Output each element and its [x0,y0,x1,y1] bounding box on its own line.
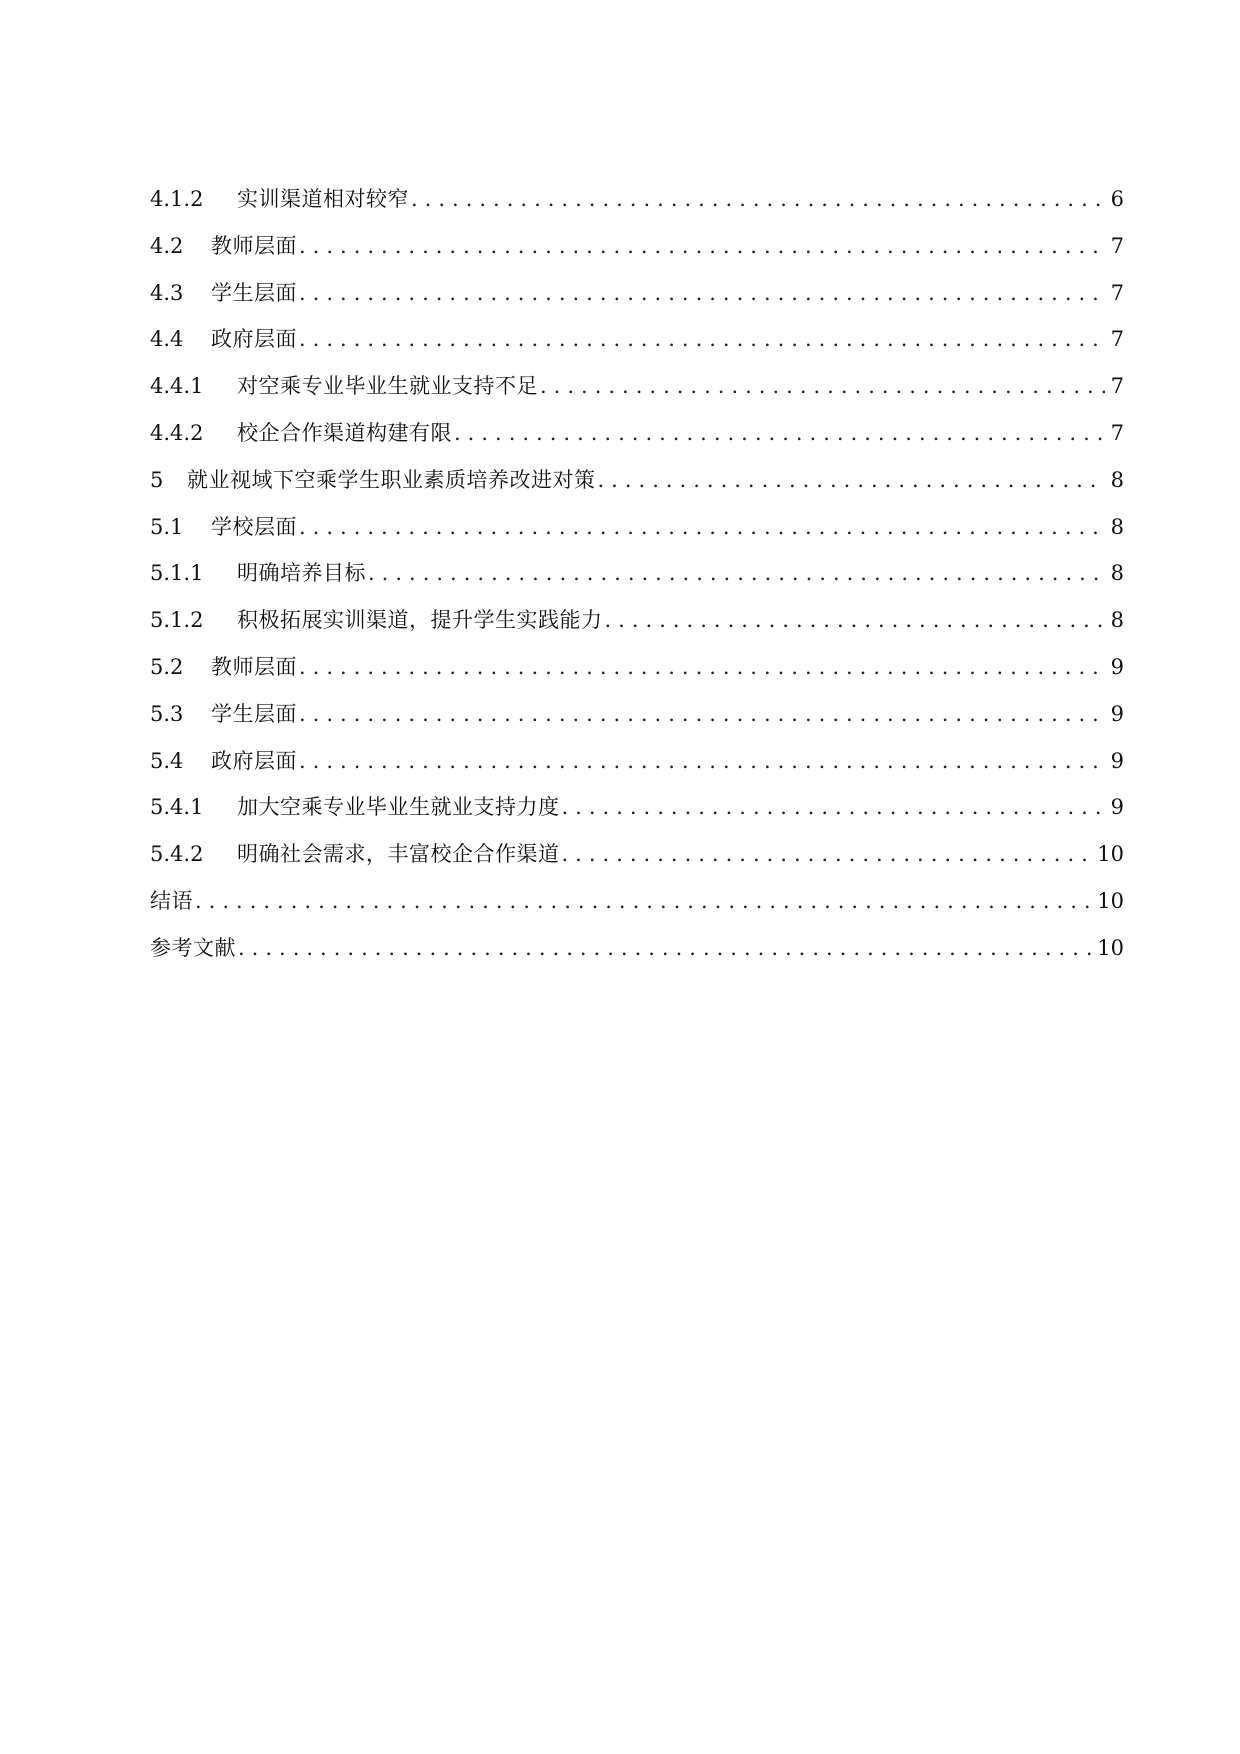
toc-entry-number: 5.4.1 [150,795,204,820]
toc-entry[interactable] [150,550,1124,597]
toc-entry-title: 政府层面 [211,748,297,773]
toc-entry-title: 明确培养目标 [237,561,366,586]
toc-entry-title: 学校层面 [211,514,297,539]
toc-entry-number: 4.3 [150,280,184,305]
toc-entry[interactable] [150,270,1124,317]
toc-entry-title: 对空乘专业毕业生就业支持不足 [237,374,538,399]
toc-entry-title: 教师层面 [211,233,297,258]
toc-entry-number: 5.3 [150,701,184,726]
toc-entry-title: 加大空乘专业毕业生就业支持力度 [237,795,560,820]
toc-leader-dots [562,831,1092,878]
toc-leader-dots [299,316,1105,363]
toc-entry[interactable] [150,363,1124,410]
toc-entry[interactable] [150,691,1124,738]
toc-entry-page: 10 [1097,935,1124,960]
toc-entry[interactable] [150,738,1124,785]
toc-entry-title: 积极拓展实训渠道，提升学生实践能力 [237,608,603,633]
toc-entry-title: 参考文献 [150,935,236,960]
table-of-contents [150,176,1124,972]
toc-entry-number: 5.1.1 [150,561,204,586]
toc-entry-number: 4.2 [150,233,184,258]
toc-leader-dots [411,176,1105,223]
toc-entry-page: 7 [1110,327,1124,352]
toc-entry-page: 9 [1110,795,1124,820]
toc-leader-dots [299,504,1105,551]
toc-entry-number: 5.4.2 [150,842,204,867]
toc-leader-dots [540,363,1105,410]
toc-entry-page: 8 [1110,467,1124,492]
toc-entry-page: 8 [1110,608,1124,633]
toc-entry[interactable] [150,925,1124,972]
toc-leader-dots [299,691,1105,738]
toc-entry-title: 明确社会需求，丰富校企合作渠道 [237,842,560,867]
toc-leader-dots [598,457,1105,504]
toc-entry-page: 8 [1110,561,1124,586]
toc-entry[interactable] [150,316,1124,363]
toc-entry[interactable] [150,831,1124,878]
toc-entry[interactable] [150,223,1124,270]
toc-entry[interactable] [150,504,1124,551]
toc-entry-number: 4.4 [150,327,184,352]
toc-entry-title: 学生层面 [211,701,297,726]
toc-entry-page: 7 [1110,280,1124,305]
toc-leader-dots [238,925,1091,972]
toc-entry-title: 校企合作渠道构建有限 [237,420,452,445]
toc-leader-dots [299,738,1105,785]
toc-entry-page: 8 [1110,514,1124,539]
toc-entry[interactable] [150,597,1124,644]
toc-entry-number: 5.2 [150,654,184,679]
toc-entry-page: 9 [1110,654,1124,679]
toc-entry[interactable] [150,176,1124,223]
toc-entry-number: 5.1.2 [150,608,204,633]
toc-entry-title: 政府层面 [211,327,297,352]
toc-entry-number: 5.1 [150,514,184,539]
toc-entry-title: 学生层面 [211,280,297,305]
toc-entry-title: 结语 [150,888,193,913]
toc-entry-page: 9 [1110,701,1124,726]
toc-entry-title: 就业视域下空乘学生职业素质培养改进对策 [187,467,596,492]
toc-leader-dots [454,410,1105,457]
toc-leader-dots [299,644,1105,691]
toc-entry-title: 实训渠道相对较窄 [237,187,409,211]
toc-entry-number: 4.4.1 [150,374,204,399]
toc-entry-number: 4.4.2 [150,420,204,445]
toc-entry-page: 9 [1110,748,1124,773]
toc-entry-title: 教师层面 [211,654,297,679]
toc-entry[interactable] [150,644,1124,691]
toc-entry-number: 4.1.2 [150,187,204,211]
toc-entry[interactable] [150,457,1124,504]
toc-leader-dots [195,878,1091,925]
toc-entry-page: 10 [1097,842,1124,867]
toc-entry[interactable] [150,784,1124,831]
toc-entry-page: 10 [1097,888,1124,913]
toc-leader-dots [605,597,1105,644]
toc-entry-page: 7 [1110,233,1124,258]
toc-entry[interactable] [150,410,1124,457]
toc-entry-number: 5 [150,467,164,492]
toc-entry-page: 7 [1110,420,1124,445]
toc-entry-page: 6 [1110,187,1124,211]
toc-entry-number: 5.4 [150,748,184,773]
toc-entry-page: 7 [1110,374,1124,399]
toc-leader-dots [368,550,1105,597]
toc-leader-dots [299,223,1105,270]
toc-leader-dots [562,784,1105,831]
toc-entry[interactable] [150,878,1124,925]
toc-leader-dots [299,270,1105,317]
